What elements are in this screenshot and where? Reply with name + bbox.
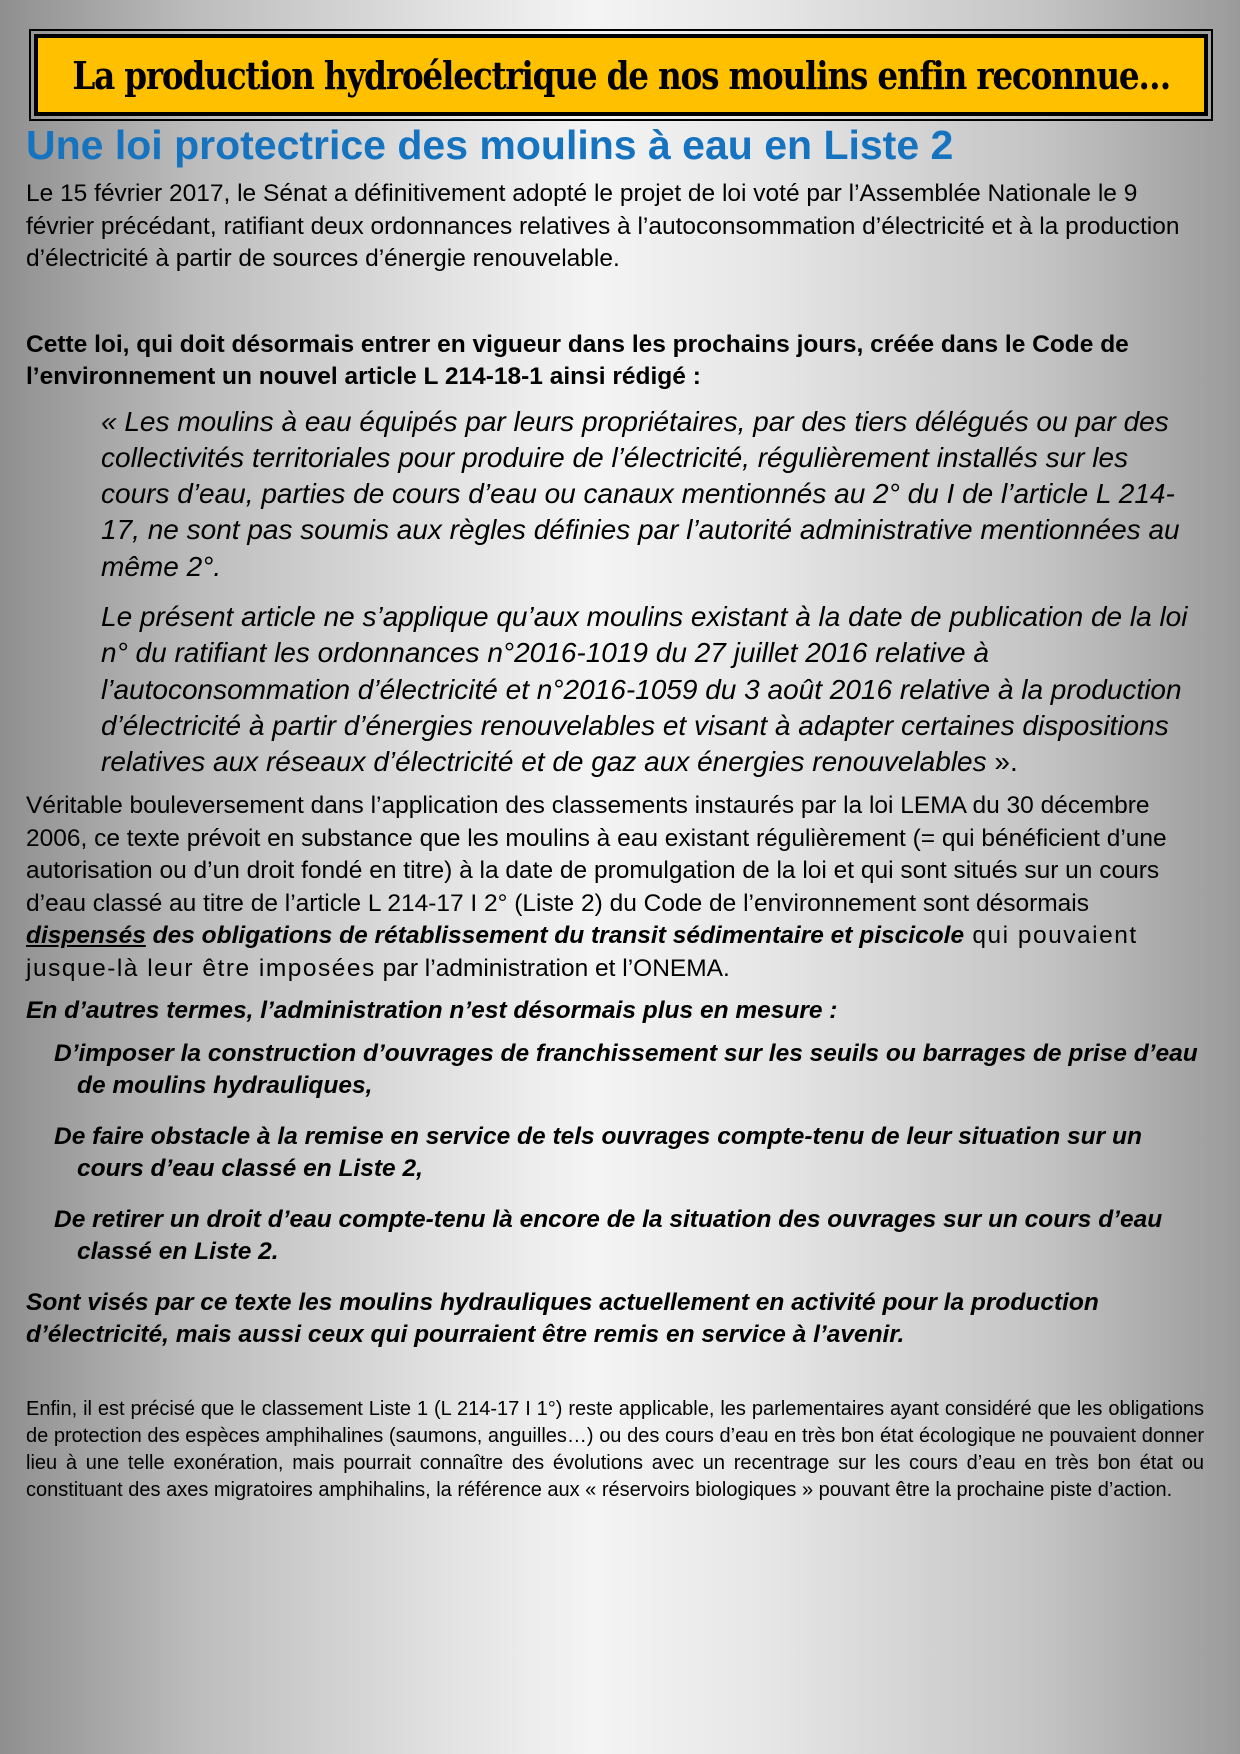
commentary-qui: qui pouvaient jusque-là leur être imposées xyxy=(26,922,1138,982)
autres-termes-heading: En d’autres termes, l’administration n’est désormais plus en mesure : xyxy=(26,997,838,1025)
title-banner xyxy=(34,34,1208,116)
law-quote-2-closing: ». xyxy=(986,746,1018,778)
law-quote-paragraph-1: « Les moulins à eau équipés par leurs propriétaires, par des tiers délégués ou par des collectivités territoriales pour produire de l’électricité, régulièrement installés sur les cours d’eau, parties de cours d’eau ou canaux mentionnés au 2° du I de l’article L 214-17, ne sont pas soumis aux règles définies par l’autorité administrative mentionnées au même 2°. xyxy=(101,405,1180,582)
list-item: De retirer un droit d’eau compte-tenu là encore de la situation des ouvrages sur un cours d’eau classé en Liste 2. xyxy=(54,1205,1163,1266)
enfin-paragraph: Enfin, il est précisé que le classement Liste 1 (L 214-17 I 1°) reste applicable, les parlementaires ayant considéré que les obligations de protection des espèces amphihalines (saumons, anguilles…) ou des cours d’eau en très bon état écologique ne pouvaient donner lieu à une telle exonération, mais pourrait connaître des évolutions avec un recentrage sur les cours d’eau en très bon état ou constituant des axes migratoires amphihalins, la référence aux « réservoirs biologiques » pouvant être la prochaine piste d’action. xyxy=(26,1397,1204,1501)
law-intro-paragraph: Cette loi, qui doit désormais entrer en vigueur dans les prochains jours, créée dans le Code de l’environnement un nouvel article L 214-18-1 ainsi rédigé : xyxy=(26,330,1129,390)
commentary-obligations: des obligations de rétablissement du transit sédimentaire et piscicole xyxy=(145,922,965,950)
law-quote-2-text: Le présent article ne s’applique qu’aux moulins existant à la date de publication de la loi n° du ratifiant les ordonnances n°2016-1019 du 27 juillet 2016 relative à l’autoconsommation d’électricité et n°2016-1059 du 3 août 2016 relative à la production d’électricité à partir d’énergies renouvelables et visant à adapter certaines dispositions relatives aux réseaux d’électricité et de gaz aux énergies renouvelables xyxy=(101,600,1188,778)
commentary-dispenses: dispensés xyxy=(26,922,146,950)
list-item: D’imposer la construction d’ouvrages de franchissement sur les seuils ou barrages de prise d’eau de moulins hydrauliques, xyxy=(54,1039,1198,1100)
law-quote-paragraph-2 xyxy=(101,599,1204,780)
commentary-paragraph xyxy=(26,790,1204,985)
page-title: La production hydroélectrique de nos moulins enfin reconnue… xyxy=(72,52,1170,98)
intro-paragraph: Le 15 février 2017, le Sénat a définitivement adopté le projet de loi voté par l’Assemblée Nationale le 9 février précédant, ratifiant deux ordonnances relatives à l’autoconsommation d’électricité et à la production d’électricité à partir de sources d’énergie renouvelable. xyxy=(26,180,1180,272)
list-item: De faire obstacle à la remise en service de tels ouvrages compte-tenu de leur situation sur un cours d’eau classé en Liste 2, xyxy=(54,1122,1142,1183)
article-body xyxy=(26,178,1204,1504)
subtitle: Une loi protectrice des moulins à eau en Liste 2 xyxy=(26,122,954,168)
restrictions-list xyxy=(26,1038,1204,1269)
commentary-start: Véritable bouleversement dans l’application des classements instaurés par la loi LEMA du 30 décembre 2006, ce texte prévoit en substance que les moulins à eau existant régulièrement (= qui bénéficient d’une autorisation ou d’un droit fondé en titre) à la date de promulgation de la loi et qui sont situés sur un cours d’eau classé au titre de l’article L 214-17 I 2° (Liste 2) du Code de l’environnement sont désormais xyxy=(26,792,1167,917)
vises-paragraph: Sont visés par ce texte les moulins hydrauliques actuellement en activité pour la production d’électricité, mais aussi ceux qui pourraient être remis en service à l’avenir. xyxy=(26,1288,1099,1349)
commentary-end: par l’administration et l’ONEMA. xyxy=(375,954,730,982)
